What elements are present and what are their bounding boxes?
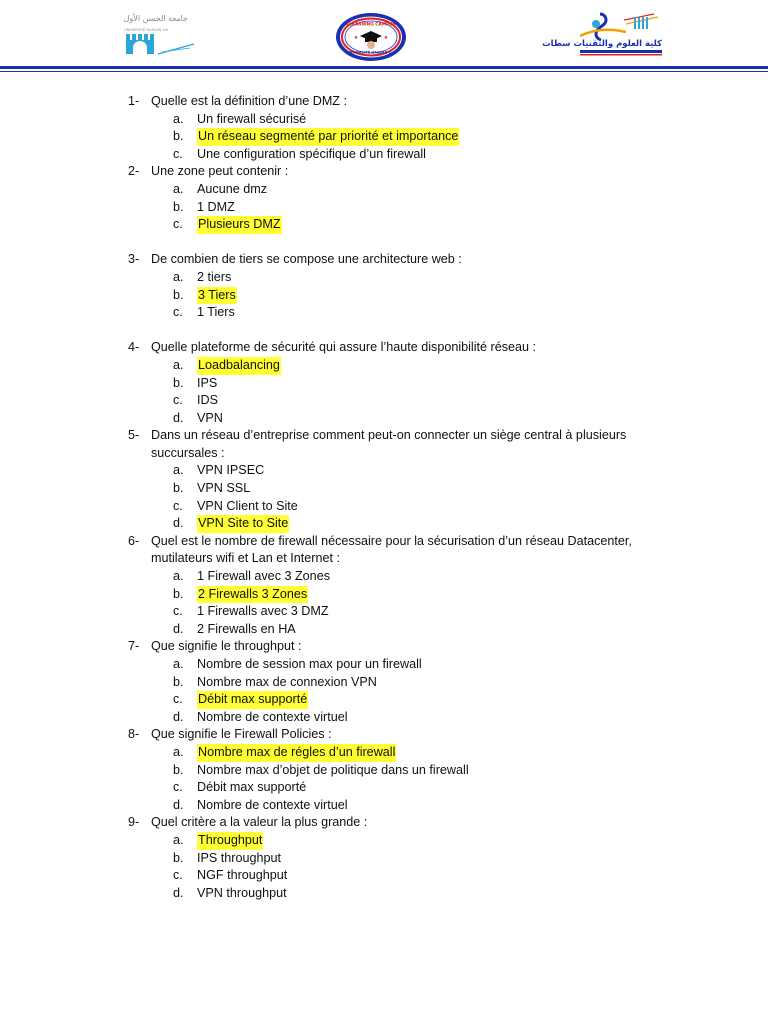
question-4	[0, 339, 768, 427]
answer-option	[0, 462, 768, 480]
question-number: 6-	[128, 533, 140, 548]
option-text: 2 tiers	[197, 269, 232, 284]
option-text: VPN throughput	[197, 885, 287, 900]
option-letter: a.	[173, 181, 184, 196]
question-text: Quel est le nombre de firewall nécessaire pour la sécurisation d’un réseau Datacenter,	[151, 533, 632, 548]
question-number: 4-	[128, 340, 140, 355]
answer-option	[0, 392, 768, 410]
question-7	[0, 638, 768, 726]
option-letter: d.	[173, 410, 184, 425]
option-letter: c.	[173, 393, 183, 408]
question-line	[0, 814, 768, 832]
option-letter: a.	[173, 657, 184, 671]
answer-option	[0, 762, 768, 780]
option-letter: a.	[173, 357, 184, 372]
answer-option	[0, 885, 768, 903]
option-text: Un firewall sécurisé	[197, 111, 307, 126]
answer-option	[0, 199, 768, 217]
svg-text:كلية العلوم والتقنيات سطات: كلية العلوم والتقنيات سطات	[542, 39, 662, 49]
option-letter: d.	[173, 516, 184, 531]
answer-option	[0, 568, 768, 586]
question-number: 8-	[128, 727, 140, 742]
answer-option	[0, 586, 768, 604]
header-rule-thick	[0, 66, 768, 69]
option-letter: c.	[173, 146, 183, 161]
question-text: De combien de tiers se compose une architecture web :	[151, 252, 462, 267]
question-line	[0, 163, 768, 181]
svg-text:ELEARNING CAMPUS: ELEARNING CAMPUS	[346, 22, 396, 28]
question-text: Que signifie le throughput :	[151, 639, 302, 654]
option-letter: b.	[173, 674, 184, 689]
blank-line	[0, 322, 768, 340]
question-text: Quelle plateforme de sécurité qui assure l’haute disponibilité réseau :	[151, 340, 537, 355]
question-text: Une zone peut contenir :	[151, 164, 289, 179]
question-line	[0, 726, 768, 744]
svg-text:UNIVERSITÉ HASSAN 1er: UNIVERSITÉ HASSAN 1er	[346, 50, 396, 55]
answer-option	[0, 304, 768, 322]
answer-option	[0, 111, 768, 129]
answer-option	[0, 498, 768, 516]
answer-option	[0, 674, 768, 692]
option-text: 1 DMZ	[197, 199, 235, 214]
option-letter: c.	[173, 780, 183, 795]
option-text-highlighted: Loadbalancing	[197, 357, 281, 375]
answer-option	[0, 850, 768, 868]
answer-option	[0, 287, 768, 305]
question-text: Quel critère a la valeur la plus grande :	[151, 815, 368, 830]
option-text: 1 Firewall avec 3 Zones	[197, 569, 330, 584]
question-line	[0, 93, 768, 111]
question-number: 9-	[128, 815, 140, 830]
answer-option	[0, 709, 768, 727]
option-text-highlighted: Throughput	[197, 832, 263, 850]
option-text: VPN Client to Site	[197, 498, 298, 513]
answer-option	[0, 832, 768, 850]
question-9	[0, 814, 768, 902]
option-text-highlighted: Plusieurs DMZ	[197, 216, 282, 234]
question-list	[0, 93, 768, 902]
option-text: Aucune dmz	[197, 181, 268, 196]
option-text: IDS	[197, 393, 218, 408]
header-rule-thin	[0, 71, 768, 72]
answer-option	[0, 269, 768, 287]
question-line	[0, 339, 768, 357]
question-line	[0, 638, 768, 656]
option-text-highlighted: VPN Site to Site	[197, 515, 289, 533]
question-line	[0, 533, 768, 551]
question-number: 3-	[128, 252, 140, 267]
option-letter: c.	[173, 498, 183, 513]
question-1	[0, 93, 768, 163]
question-text: mutilateurs wifi et Lan et Internet :	[151, 551, 340, 566]
option-text: Nombre de contexte virtuel	[197, 797, 348, 812]
answer-option	[0, 410, 768, 428]
option-text-highlighted: Nombre max de régles d’un firewall	[197, 744, 396, 762]
option-letter: a.	[173, 269, 184, 284]
option-text: VPN IPSEC	[197, 463, 265, 478]
option-letter: c.	[173, 868, 183, 883]
option-text: Nombre de session max pour un firewall	[197, 657, 422, 671]
svg-text:UNIVERSITÉ HASSAN 1er: UNIVERSITÉ HASSAN 1er	[124, 28, 169, 32]
option-text: 2 Firewalls en HA	[197, 621, 296, 636]
option-letter: a.	[173, 744, 184, 759]
option-letter: b.	[173, 586, 184, 601]
answer-option	[0, 603, 768, 621]
option-letter: b.	[173, 375, 184, 390]
option-text-highlighted: 2 Firewalls 3 Zones	[197, 586, 308, 604]
question-8	[0, 726, 768, 814]
option-letter: b.	[173, 481, 184, 496]
answer-option	[0, 375, 768, 393]
option-text: NGF throughput	[197, 868, 288, 883]
option-letter: b.	[173, 287, 184, 302]
option-letter: b.	[173, 129, 184, 144]
svg-text:★: ★	[353, 35, 359, 41]
option-text: Nombre max de connexion VPN	[197, 674, 377, 689]
question-5	[0, 427, 768, 533]
question-line	[0, 427, 768, 445]
question-text: succursales :	[151, 445, 225, 460]
option-letter: b.	[173, 199, 184, 214]
option-letter: a.	[173, 569, 184, 584]
option-text: IPS throughput	[197, 850, 282, 865]
question-line	[0, 550, 768, 568]
option-text-highlighted: Un réseau segmenté par priorité et importance	[197, 128, 459, 146]
svg-text:جامعة الحسن الأول: جامعة الحسن الأول	[123, 14, 188, 23]
question-6	[0, 533, 768, 639]
option-letter: a.	[173, 111, 184, 126]
option-text: Débit max supporté	[197, 780, 307, 795]
question-text: Que signifie le Firewall Policies :	[151, 727, 332, 742]
answer-option	[0, 621, 768, 639]
option-letter: c.	[173, 692, 183, 707]
question-2	[0, 163, 768, 251]
option-letter: a.	[173, 463, 184, 478]
option-letter: b.	[173, 762, 184, 777]
answer-option	[0, 146, 768, 164]
option-text-highlighted: Débit max supporté	[197, 691, 308, 709]
answer-option	[0, 181, 768, 199]
option-letter: c.	[173, 217, 183, 232]
answer-option	[0, 691, 768, 709]
question-text: Quelle est la définition d’une DMZ :	[151, 94, 348, 108]
answer-option	[0, 779, 768, 797]
answer-option	[0, 656, 768, 674]
option-letter: b.	[173, 850, 184, 865]
question-number: 5-	[128, 428, 140, 443]
answer-option	[0, 797, 768, 815]
option-text: IPS	[197, 375, 218, 390]
faculty-logo	[542, 12, 666, 58]
option-letter: c.	[173, 305, 183, 320]
option-letter: d.	[173, 797, 184, 812]
option-text: VPN	[197, 410, 223, 425]
option-text: VPN SSL	[197, 481, 251, 496]
answer-option	[0, 128, 768, 146]
option-letter: a.	[173, 832, 184, 847]
blank-line	[0, 234, 768, 252]
option-letter: d.	[173, 885, 184, 900]
option-letter: c.	[173, 604, 183, 619]
answer-option	[0, 480, 768, 498]
option-letter: d.	[173, 709, 184, 724]
option-text: 1 Tiers	[197, 305, 235, 320]
answer-option	[0, 357, 768, 375]
question-line	[0, 251, 768, 269]
question-3	[0, 251, 768, 339]
option-text: Une configuration spécifique d’un firewall	[197, 146, 426, 161]
question-number: 1-	[128, 94, 140, 108]
answer-option	[0, 744, 768, 762]
option-letter: d.	[173, 621, 184, 636]
elearning-campus-logo	[334, 12, 408, 62]
question-line	[0, 445, 768, 463]
option-text: 1 Firewalls avec 3 DMZ	[197, 604, 329, 619]
page-header	[0, 0, 768, 72]
question-number: 7-	[128, 639, 140, 654]
option-text-highlighted: 3 Tiers	[197, 287, 237, 305]
svg-text:★: ★	[383, 35, 389, 41]
question-text: Dans un réseau d’entreprise comment peut-on connecter un siège central à plusieurs	[151, 428, 627, 443]
answer-option	[0, 867, 768, 885]
option-text: Nombre max d’objet de politique dans un firewall	[197, 762, 469, 777]
question-number: 2-	[128, 164, 140, 179]
option-text: Nombre de contexte virtuel	[197, 709, 348, 724]
answer-option	[0, 216, 768, 234]
university-logo	[118, 12, 198, 58]
answer-option	[0, 515, 768, 533]
